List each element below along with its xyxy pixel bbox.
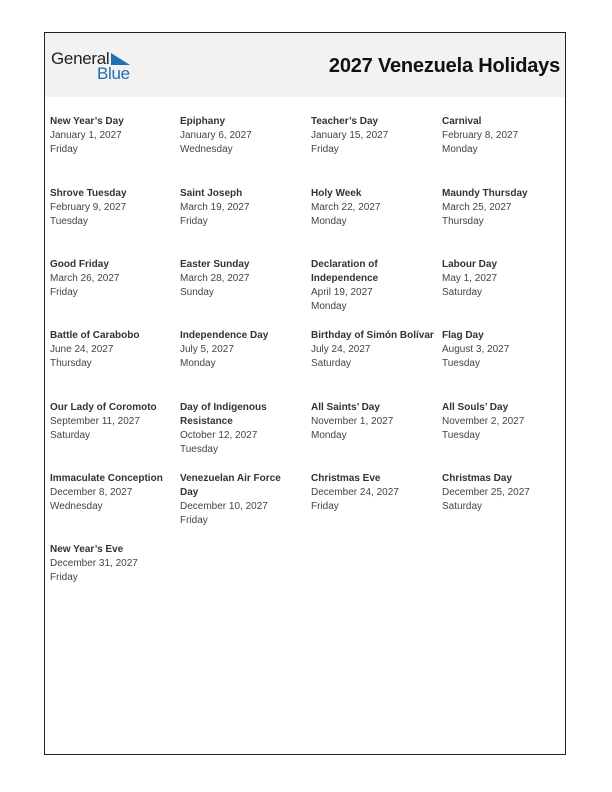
holiday-date: March 22, 2027: [311, 202, 381, 213]
holiday-name: Day of Indigenous Resistance: [180, 402, 267, 427]
holiday-date: March 28, 2027: [180, 273, 250, 284]
holiday-weekday: Friday: [50, 144, 78, 155]
holiday-date: January 15, 2027: [311, 130, 389, 141]
holiday-weekday: Monday: [311, 216, 347, 227]
holiday-name: Declaration of Independence: [311, 259, 379, 284]
holiday-date: March 19, 2027: [180, 202, 250, 213]
logo-general-text: General: [51, 49, 110, 68]
holiday-item: [180, 401, 280, 457]
holiday-name: Holy Week: [311, 188, 362, 199]
holiday-date: November 2, 2027: [442, 416, 525, 427]
holiday-date: November 1, 2027: [311, 416, 394, 427]
generalblue-logo: [51, 49, 141, 83]
holiday-date: January 6, 2027: [180, 130, 252, 141]
holiday-item: [442, 187, 568, 229]
holiday-weekday: Friday: [50, 287, 78, 298]
holiday-item: [311, 401, 437, 443]
holiday-item: [50, 329, 176, 371]
holiday-item: [311, 329, 437, 371]
holiday-item: [442, 401, 568, 443]
holiday-date: July 5, 2027: [180, 344, 234, 355]
holiday-name: Easter Sunday: [180, 259, 250, 270]
page-header: [45, 33, 565, 97]
holiday-name: Venezuelan Air Force Day: [180, 473, 281, 498]
holiday-date: December 24, 2027: [311, 487, 399, 498]
holiday-item: [180, 115, 306, 157]
holiday-name: Our Lady of Coromoto: [50, 402, 157, 413]
holiday-name: Shrove Tuesday: [50, 188, 127, 199]
holiday-item: [311, 187, 437, 229]
holiday-date: March 25, 2027: [442, 202, 512, 213]
holiday-item: [50, 472, 176, 514]
holiday-item: [442, 258, 568, 300]
holiday-weekday: Monday: [311, 430, 347, 441]
holiday-weekday: Tuesday: [50, 216, 88, 227]
holiday-name: Maundy Thursday: [442, 188, 528, 199]
holiday-date: May 1, 2027: [442, 273, 498, 284]
holiday-name: Christmas Day: [442, 473, 513, 484]
holiday-item: [50, 115, 176, 157]
holiday-weekday: Saturday: [442, 501, 483, 512]
holiday-weekday: Tuesday: [180, 444, 218, 455]
holiday-name: All Saints’ Day: [311, 402, 380, 413]
holiday-name: New Year’s Day: [50, 116, 124, 127]
holiday-date: December 31, 2027: [50, 558, 138, 569]
holiday-name: New Year’s Eve: [50, 544, 124, 555]
holiday-item: [442, 472, 568, 514]
holiday-weekday: Tuesday: [442, 358, 480, 369]
holiday-item: [311, 115, 437, 157]
holiday-weekday: Monday: [311, 301, 347, 312]
holiday-name: Epiphany: [180, 116, 226, 127]
holiday-weekday: Tuesday: [442, 430, 480, 441]
holiday-date: April 19, 2027: [311, 287, 373, 298]
holiday-date: June 24, 2027: [50, 344, 114, 355]
holiday-weekday: Saturday: [311, 358, 352, 369]
holiday-weekday: Wednesday: [180, 144, 233, 155]
holiday-name: Birthday of Simón Bolívar: [311, 330, 434, 341]
holiday-name: Teacher’s Day: [311, 116, 379, 127]
holiday-weekday: Sunday: [180, 287, 214, 298]
holiday-weekday: Friday: [50, 572, 78, 583]
holiday-weekday: Friday: [311, 144, 339, 155]
holiday-item: [50, 187, 176, 229]
holiday-weekday: Thursday: [50, 358, 92, 369]
holiday-name: Flag Day: [442, 330, 484, 341]
holiday-item: [180, 258, 306, 300]
holiday-date: February 9, 2027: [50, 202, 127, 213]
holiday-date: December 8, 2027: [50, 487, 133, 498]
holiday-date: September 11, 2027: [50, 416, 140, 427]
holiday-weekday: Thursday: [442, 216, 484, 227]
holiday-item: [442, 329, 568, 371]
holiday-name: Battle of Carabobo: [50, 330, 140, 341]
holiday-item: [50, 258, 176, 300]
holiday-item: [180, 472, 292, 528]
calendar-page: [44, 32, 566, 755]
holiday-name: Labour Day: [442, 259, 498, 270]
holiday-weekday: Monday: [180, 358, 216, 369]
holiday-item: [50, 401, 176, 443]
holiday-date: March 26, 2027: [50, 273, 120, 284]
holiday-date: December 25, 2027: [442, 487, 530, 498]
holiday-weekday: Saturday: [442, 287, 483, 298]
holiday-item: [50, 543, 176, 585]
holiday-name: Immaculate Conception: [50, 473, 163, 484]
holiday-weekday: Wednesday: [50, 501, 103, 512]
holiday-weekday: Saturday: [50, 430, 91, 441]
holiday-name: Saint Joseph: [180, 188, 243, 199]
holiday-date: August 3, 2027: [442, 344, 510, 355]
holiday-weekday: Friday: [180, 216, 208, 227]
holiday-name: All Souls’ Day: [442, 402, 509, 413]
holiday-name: Good Friday: [50, 259, 109, 270]
holiday-item: [180, 329, 306, 371]
holiday-name: Christmas Eve: [311, 473, 381, 484]
holiday-date: October 12, 2027: [180, 430, 258, 441]
holiday-date: January 1, 2027: [50, 130, 122, 141]
holiday-item: [311, 472, 437, 514]
holiday-date: July 24, 2027: [311, 344, 371, 355]
holiday-name: Independence Day: [180, 330, 269, 341]
holiday-item: [442, 115, 568, 157]
holiday-name: Carnival: [442, 116, 482, 127]
holiday-item: [180, 187, 306, 229]
holiday-weekday: Monday: [442, 144, 478, 155]
holiday-date: December 10, 2027: [180, 501, 268, 512]
holiday-date: February 8, 2027: [442, 130, 519, 141]
page-title: 2027 Venezuela Holidays: [328, 55, 560, 77]
holiday-weekday: Friday: [311, 501, 339, 512]
holiday-item: [311, 258, 411, 314]
holiday-weekday: Friday: [180, 515, 208, 526]
logo-blue-text: Blue: [97, 64, 130, 83]
